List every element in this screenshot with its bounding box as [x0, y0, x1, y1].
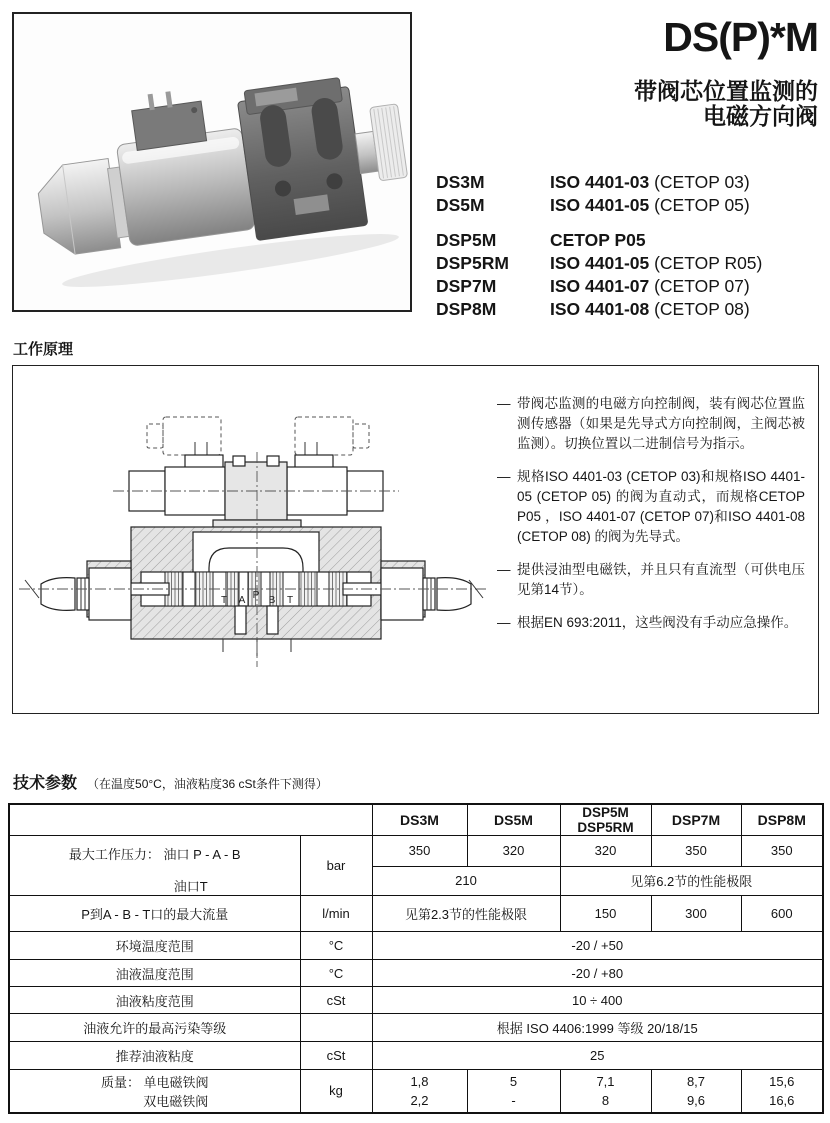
unit-cell: bar [300, 836, 372, 896]
param-label-line2: 油口T [173, 879, 208, 894]
bullet-dash: — [497, 469, 511, 484]
value-cell: 320 [560, 836, 651, 867]
page-subtitle-line1: 带阀芯位置监测的 [634, 78, 818, 105]
specs-title: 技术参数 [13, 775, 78, 792]
bullet-text: 带阀芯监测的电磁方向控制阀，装有阀芯位置监测传感器（如果是先导式方向控制阀，主阀芯被监测）。切换位置以二进制信号为指示。 [517, 396, 805, 451]
param-label-recommended-viscosity: 推荐油液粘度 [9, 1042, 300, 1070]
value-cell-span: 见第2.3节的性能极限 [372, 896, 560, 932]
model-row [436, 252, 820, 275]
param-label-line2: 双电磁铁阀 [143, 1093, 209, 1109]
port-label-t-right: T [286, 595, 294, 606]
mass-single: 7,1 [596, 1073, 615, 1089]
row-ambient-temp [9, 932, 823, 960]
bullet-item [497, 394, 805, 454]
param-label-contamination: 油液允许的最高污染等级 [9, 1014, 300, 1042]
unit-cell [300, 1014, 372, 1042]
page-subtitle-line2: 电磁方向阀 [703, 103, 818, 130]
value-cell-span: -20 / +80 [372, 960, 823, 987]
value-cell: 150 [560, 896, 651, 932]
model-spec-cetop: (CETOP 03) [649, 172, 750, 192]
param-label-ambient-temp: 环境温度范围 [9, 932, 300, 960]
unit-cell: °C [300, 960, 372, 987]
model-spec-standard: ISO 4401-05 [550, 195, 650, 215]
col-header-dsp5rm-line2: DSP5RM [577, 820, 634, 835]
value-cell [560, 1070, 651, 1113]
col-header-ds3m: DS3M [372, 804, 467, 836]
port-label-t-left: T [220, 595, 228, 606]
model-spec-cetop: (CETOP 05) [649, 195, 750, 215]
value-cell-span: 10 ÷ 400 [372, 987, 823, 1014]
header-corner-cell [9, 804, 372, 836]
value-cell-span: 210 [372, 866, 560, 896]
model-spec-cetop: (CETOP 07) [649, 276, 750, 296]
unit-cell: kg [300, 1070, 372, 1113]
param-label-max-pressure [9, 836, 300, 896]
model-row [436, 171, 820, 194]
valve-photo-illustration [14, 14, 410, 310]
principle-bullets [497, 394, 805, 646]
value-cell: 350 [651, 836, 741, 867]
section-heading-principle: 工作原理 [13, 341, 74, 358]
mass-dual: 9,6 [686, 1092, 706, 1108]
port-label-p: P [252, 590, 260, 601]
row-contamination [9, 1014, 823, 1042]
table-header-row [9, 804, 823, 836]
mass-single: 5 [509, 1073, 518, 1089]
mass-dual: - [511, 1092, 516, 1108]
bullet-dash: — [497, 396, 511, 411]
unit-cell: cSt [300, 987, 372, 1014]
value-cell-span: -20 / +50 [372, 932, 823, 960]
row-fluid-temp [9, 960, 823, 987]
model-spec-standard: ISO 4401-07 [550, 276, 650, 296]
value-cell: 350 [741, 836, 823, 867]
param-label-line1: 最大工作压力： 油口 P - A - B [68, 847, 241, 862]
principle-box [12, 365, 819, 714]
mass-single: 15,6 [769, 1073, 795, 1089]
model-spec-standard: CETOP P05 [550, 230, 646, 250]
product-photo-frame [12, 12, 412, 312]
mass-single: 8,7 [686, 1073, 706, 1089]
bullet-text: 根据EN 693:2011，这些阀没有手动应急操作。 [517, 615, 798, 630]
col-header-dsp5m [560, 804, 651, 836]
page-title: DS(P)*M [663, 14, 818, 60]
model-row [436, 194, 820, 217]
col-header-dsp5m-line1: DSP5M [582, 805, 629, 820]
section-heading-specs [13, 770, 328, 793]
model-list [436, 171, 820, 321]
row-viscosity-range [9, 987, 823, 1014]
value-cell [651, 1070, 741, 1113]
title-block [634, 16, 818, 129]
row-max-pressure [9, 836, 823, 867]
col-header-dsp8m: DSP8M [741, 804, 823, 836]
bullet-item [497, 613, 805, 633]
bullet-item [497, 560, 805, 600]
model-row [436, 275, 820, 298]
unit-cell: l/min [300, 896, 372, 932]
model-spec-cetop: (CETOP R05) [649, 253, 763, 273]
value-cell-span: 见第6.2节的性能极限 [560, 866, 823, 896]
bullet-text: 提供浸油型电磁铁，并且只有直流型（可供电压见第14节）。 [517, 562, 805, 597]
value-cell-span: 根据 ISO 4406:1999 等级 20/18/15 [372, 1014, 823, 1042]
port-label-a: A [238, 595, 246, 606]
mass-dual: 2,2 [410, 1092, 429, 1108]
port-label-b: B [268, 595, 276, 606]
mass-single: 1,8 [410, 1073, 429, 1089]
value-cell [372, 1070, 467, 1113]
param-label-line1: 质量： 单电磁铁阀 [100, 1074, 209, 1090]
specs-condition-note: （在温度50°C，油液粘度36 cSt条件下测得） [87, 777, 328, 791]
mass-dual: 16,6 [769, 1092, 795, 1108]
row-mass [9, 1070, 823, 1113]
bullet-text: 规格ISO 4401-03 (CETOP 03)和规格ISO 4401-05 (CETOP 05) 的阀为直动式，而规格CETOP P05 ，ISO 4401-07 (CETOP 07)和ISO 4401-08 (CETOP 08) 的阀为先导式。 [517, 469, 805, 544]
value-cell: 350 [372, 836, 467, 867]
model-name: DSP7M [436, 276, 497, 296]
row-max-flow [9, 896, 823, 932]
unit-cell: °C [300, 932, 372, 960]
unit-cell: cSt [300, 1042, 372, 1070]
param-label-fluid-temp: 油液温度范围 [9, 960, 300, 987]
row-recommended-viscosity [9, 1042, 823, 1070]
model-spec-cetop: (CETOP 08) [649, 299, 750, 319]
model-row [436, 298, 820, 321]
col-header-ds5m: DS5M [467, 804, 560, 836]
model-name: DS3M [436, 172, 485, 192]
technical-data-table [8, 803, 824, 1114]
value-cell: 600 [741, 896, 823, 932]
model-name: DSP5RM [436, 253, 509, 273]
mass-dual: 8 [601, 1092, 610, 1108]
value-cell: 320 [467, 836, 560, 867]
bullet-dash: — [497, 615, 511, 630]
model-name: DSP5M [436, 230, 497, 250]
valve-cross-section-drawing [13, 372, 495, 707]
model-spec-standard: ISO 4401-05 [550, 253, 650, 273]
param-label-viscosity-range: 油液粘度范围 [9, 987, 300, 1014]
model-row [436, 229, 820, 252]
param-label-max-flow: P到A - B - T口的最大流量 [9, 896, 300, 932]
model-spec-standard: ISO 4401-08 [550, 299, 650, 319]
param-label-mass [9, 1070, 300, 1113]
value-cell: 300 [651, 896, 741, 932]
model-name: DSP8M [436, 299, 497, 319]
model-spec-standard: ISO 4401-03 [550, 172, 650, 192]
value-cell-span: 25 [372, 1042, 823, 1070]
bullet-item [497, 467, 805, 547]
bullet-dash: — [497, 562, 511, 577]
col-header-dsp7m: DSP7M [651, 804, 741, 836]
value-cell [741, 1070, 823, 1113]
value-cell [467, 1070, 560, 1113]
model-name: DS5M [436, 195, 485, 215]
